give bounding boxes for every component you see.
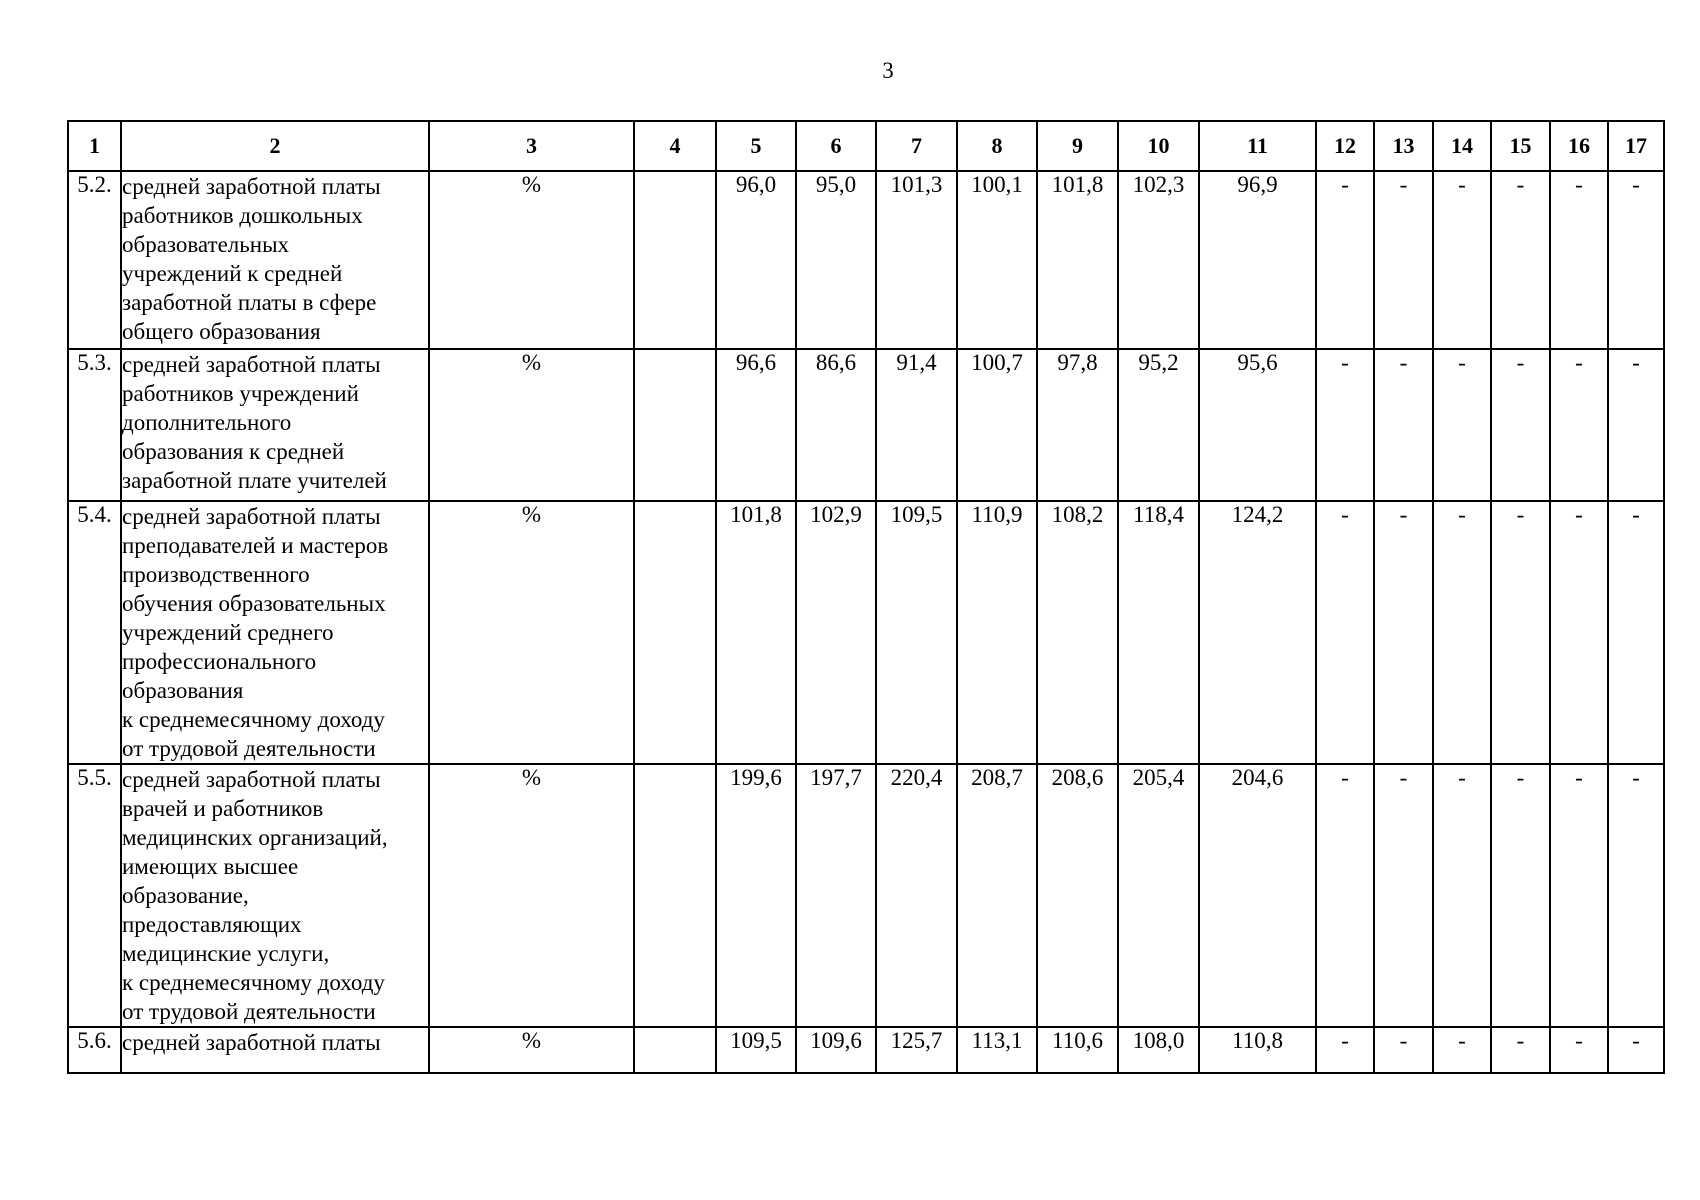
description-line: к среднемесячному доходу [122,707,385,732]
indicator-description [121,764,429,1027]
value-cell: 96,6 [716,349,796,501]
column-header: 12 [1316,121,1374,171]
unit-cell: % [429,171,634,349]
indicator-description [121,1027,429,1073]
description-line: средней заработной платы [122,1030,381,1055]
column-header: 2 [121,121,429,171]
dash-cell: - [1316,1027,1374,1073]
dash-cell: - [1608,1027,1664,1073]
dash-cell: - [1316,171,1374,349]
column-header: 6 [796,121,876,171]
column-header: 9 [1037,121,1118,171]
dash-cell: - [1433,501,1491,764]
value-cell: 102,3 [1118,171,1199,349]
value-cell: 100,1 [957,171,1037,349]
description-line: учреждений среднего [122,620,334,645]
row-number: 5.3. [68,349,121,501]
description-line: образования к средней [122,439,345,464]
dash-cell: - [1316,349,1374,501]
description-line: общего образования [122,319,321,344]
dash-cell: - [1550,1027,1608,1073]
description-line: врачей и работников [122,796,324,821]
unit-cell: % [429,349,634,501]
value-cell: 108,0 [1118,1027,1199,1073]
description-line: к среднемесячному доходу [122,970,385,995]
description-line: производственного [122,562,310,587]
row-number: 5.4. [68,501,121,764]
unit-cell: % [429,1027,634,1073]
column-4-cell [634,1027,716,1073]
dash-cell: - [1491,349,1550,501]
description-line: медицинские услуги, [122,941,330,966]
description-line: работников дошкольных [122,203,363,228]
description-line: от трудовой деятельности [122,736,376,761]
dash-cell: - [1550,171,1608,349]
value-cell: 109,5 [716,1027,796,1073]
column-header: 14 [1433,121,1491,171]
indicator-description [121,501,429,764]
column-4-cell [634,764,716,1027]
dash-cell: - [1550,501,1608,764]
description-line: предоставляющих [122,912,302,937]
unit-cell: % [429,501,634,764]
value-cell: 86,6 [796,349,876,501]
table-row [68,1027,1664,1073]
description-line: обучения образовательных [122,591,386,616]
value-cell: 95,2 [1118,349,1199,501]
row-number: 5.5. [68,764,121,1027]
page-number: 3 [882,58,894,83]
value-cell: 109,6 [796,1027,876,1073]
indicator-description [121,171,429,349]
value-cell: 208,6 [1037,764,1118,1027]
value-cell: 205,4 [1118,764,1199,1027]
dash-cell: - [1374,171,1433,349]
row-number: 5.6. [68,1027,121,1073]
value-cell: 100,7 [957,349,1037,501]
description-line: образовательных [122,232,290,257]
description-line: средней заработной платы [122,767,381,792]
dash-cell: - [1374,501,1433,764]
value-cell: 101,3 [876,171,957,349]
column-4-cell [634,171,716,349]
value-cell: 102,9 [796,501,876,764]
value-cell: 91,4 [876,349,957,501]
dash-cell: - [1433,1027,1491,1073]
description-line: заработной платы в сфере [122,290,377,315]
value-cell: 95,6 [1199,349,1316,501]
value-cell: 124,2 [1199,501,1316,764]
description-line: заработной плате учителей [122,468,387,493]
value-cell: 110,6 [1037,1027,1118,1073]
column-header: 17 [1608,121,1664,171]
description-line: дополнительного [122,410,292,435]
value-cell: 97,8 [1037,349,1118,501]
indicator-description [121,349,429,501]
table-row [68,764,1664,1027]
description-line: от трудовой деятельности [122,999,376,1024]
dash-cell: - [1491,171,1550,349]
column-header: 7 [876,121,957,171]
dash-cell: - [1550,349,1608,501]
row-number: 5.2. [68,171,121,349]
column-4-cell [634,349,716,501]
dash-cell: - [1433,764,1491,1027]
dash-cell: - [1491,764,1550,1027]
description-line: образования [122,678,244,703]
value-cell: 95,0 [796,171,876,349]
value-cell: 109,5 [876,501,957,764]
table-row [68,171,1664,349]
dash-cell: - [1316,764,1374,1027]
description-line: средней заработной платы [122,174,381,199]
column-header: 11 [1199,121,1316,171]
dash-cell: - [1608,349,1664,501]
description-line: имеющих высшее [122,854,299,879]
column-header: 15 [1491,121,1550,171]
data-table [67,120,1665,1074]
value-cell: 96,0 [716,171,796,349]
column-header: 4 [634,121,716,171]
value-cell: 101,8 [1037,171,1118,349]
dash-cell: - [1374,1027,1433,1073]
dash-cell: - [1316,501,1374,764]
description-line: образование, [122,883,249,908]
value-cell: 208,7 [957,764,1037,1027]
unit-cell: % [429,764,634,1027]
value-cell: 110,9 [957,501,1037,764]
description-line: учреждений к средней [122,261,343,286]
table-row [68,349,1664,501]
dash-cell: - [1491,1027,1550,1073]
value-cell: 199,6 [716,764,796,1027]
value-cell: 118,4 [1118,501,1199,764]
dash-cell: - [1433,349,1491,501]
dash-cell: - [1608,764,1664,1027]
dash-cell: - [1491,501,1550,764]
description-line: работников учреждений [122,381,359,406]
value-cell: 204,6 [1199,764,1316,1027]
dash-cell: - [1433,171,1491,349]
dash-cell: - [1374,349,1433,501]
value-cell: 125,7 [876,1027,957,1073]
column-header: 13 [1374,121,1433,171]
dash-cell: - [1374,764,1433,1027]
description-line: средней заработной платы [122,352,381,377]
value-cell: 108,2 [1037,501,1118,764]
description-line: средней заработной платы [122,504,381,529]
dash-cell: - [1550,764,1608,1027]
column-header: 8 [957,121,1037,171]
dash-cell: - [1608,501,1664,764]
value-cell: 110,8 [1199,1027,1316,1073]
description-line: профессионального [122,649,317,674]
description-line: медицинских организаций, [122,825,388,850]
header-row [68,121,1664,171]
value-cell: 101,8 [716,501,796,764]
value-cell: 220,4 [876,764,957,1027]
column-header: 1 [68,121,121,171]
column-header: 16 [1550,121,1608,171]
value-cell: 113,1 [957,1027,1037,1073]
column-header: 5 [716,121,796,171]
table-row [68,501,1664,764]
column-header: 10 [1118,121,1199,171]
description-line: преподавателей и мастеров [122,533,389,558]
value-cell: 96,9 [1199,171,1316,349]
column-header: 3 [429,121,634,171]
dash-cell: - [1608,171,1664,349]
value-cell: 197,7 [796,764,876,1027]
column-4-cell [634,501,716,764]
